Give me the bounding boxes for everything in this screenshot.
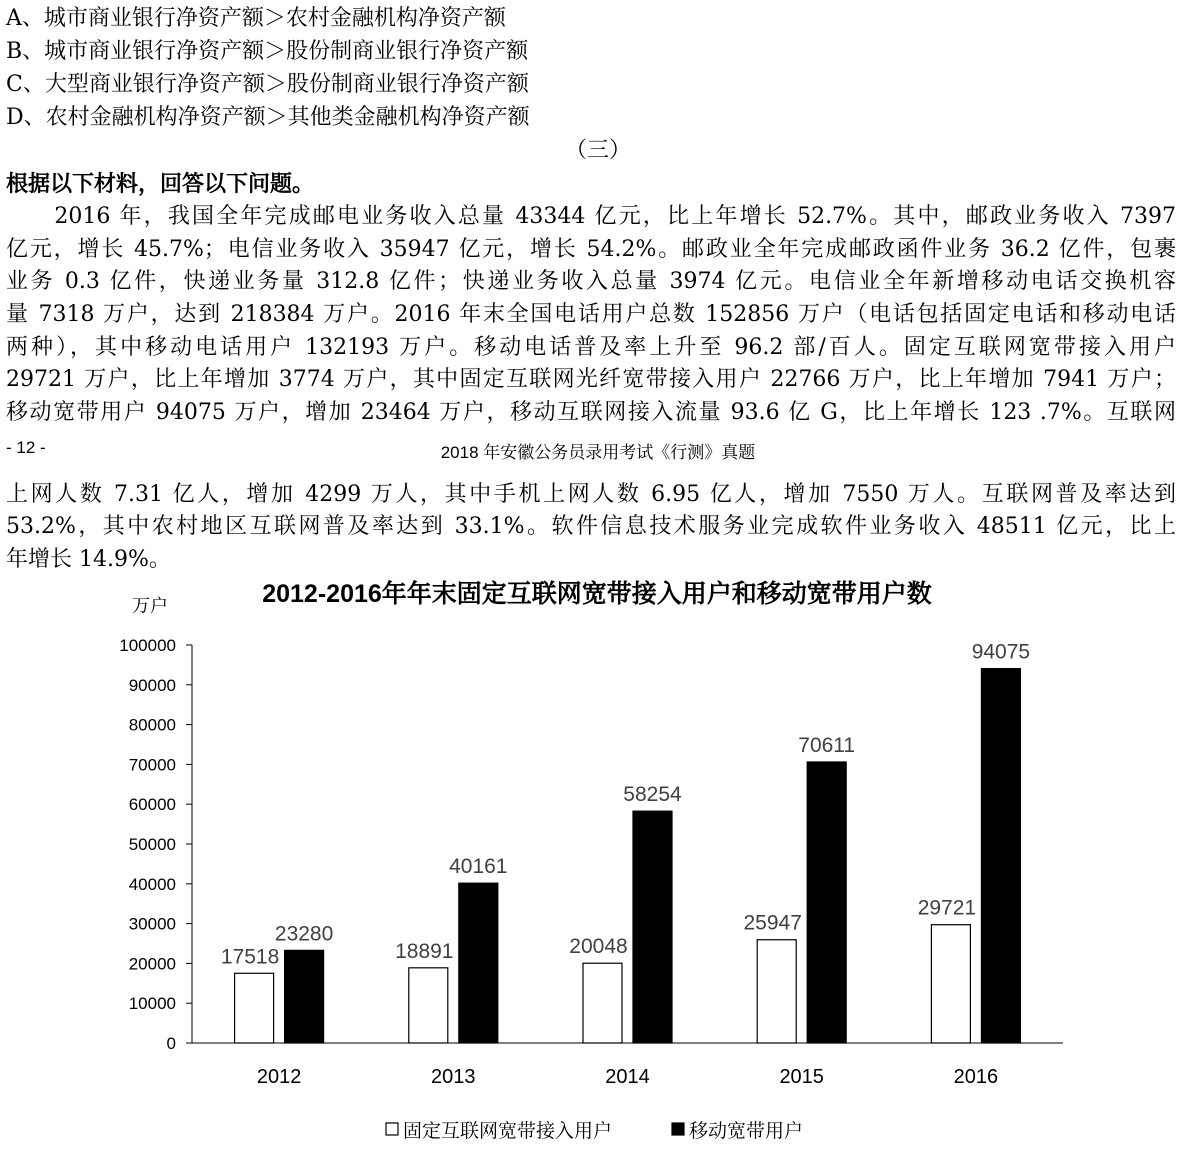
x-tick-label: 2013 xyxy=(431,1066,476,1088)
y-tick-label: 40000 xyxy=(128,874,176,894)
x-tick-label: 2012 xyxy=(256,1066,302,1088)
page-number: - 12 - xyxy=(6,438,46,457)
bar-fixed-broadband xyxy=(583,963,622,1043)
y-tick-label: 30000 xyxy=(128,914,176,934)
instruction-heading: 根据以下材料，回答以下问题。 xyxy=(6,172,315,197)
y-tick-label: 100000 xyxy=(119,636,176,655)
y-tick-label: 90000 xyxy=(128,675,176,695)
footer-title: 2018 年安徽公务员录用考试《行测》真题 xyxy=(440,443,756,462)
legend-swatch-mobile xyxy=(672,1123,684,1135)
bar-fixed-broadband xyxy=(931,925,970,1043)
paragraph-line: 亿元，增长 45.7%；电信业务收入 35947 亿元，增长 54.2%。邮政业全年完成邮政函件业务 36.2 亿件，包裹 xyxy=(6,237,1176,262)
bar-mobile-broadband xyxy=(459,883,498,1043)
x-axis xyxy=(192,1043,1063,1088)
bar-mobile-broadband xyxy=(807,762,846,1043)
paragraph-line: 移动宽带用户 94075 万户，增加 23464 万户，移动互联网接入流量 93.6 亿 G，比上年增长 123 .7%。互联网 xyxy=(6,400,1176,425)
paragraph-line: 上网人数 7.31 亿人，增加 4299 万人，其中手机上网人数 6.95 亿人，增加 7550 万人。互联网普及率达到 xyxy=(6,482,1176,507)
legend-swatch-fixed xyxy=(386,1123,398,1135)
bar-fixed-broadband xyxy=(235,973,274,1043)
section-label: （三） xyxy=(564,138,631,163)
chart-title: 2012-2016年年末固定互联网宽带接入用户和移动宽带用户数 xyxy=(262,580,932,608)
bar-mobile-broadband xyxy=(981,669,1020,1043)
y-axis xyxy=(119,636,192,1053)
option-b: B、城市商业银行净资产额＞股份制商业银行净资产额 xyxy=(6,39,529,64)
option-d: D、农村金融机构净资产额＞其他类金融机构净资产额 xyxy=(6,105,530,130)
y-tick-label: 10000 xyxy=(128,994,176,1014)
x-tick-label: 2014 xyxy=(605,1066,650,1088)
paragraph-line: 53.2%，其中农村地区互联网普及率达到 33.1%。软件信息技术服务业完成软件业务收入 48511 亿元，比上 xyxy=(6,514,1176,539)
data-label: 70611 xyxy=(798,733,856,757)
data-label: 20048 xyxy=(569,935,628,959)
legend-label-fixed: 固定互联网宽带接入用户 xyxy=(403,1121,613,1142)
paragraph-line: 年增长 14.9%。 xyxy=(6,547,171,572)
data-label: 17518 xyxy=(220,945,280,969)
legend xyxy=(386,1120,803,1142)
option-a: A、城市商业银行净资产额＞农村金融机构净资产额 xyxy=(6,6,506,31)
page-footer xyxy=(0,434,1196,460)
paragraph-line: 量 7318 万户，达到 218384 万户。2016 年末全国电话用户总数 152856 万户（电话包括固定电话和移动电话 xyxy=(6,302,1176,327)
bar-chart xyxy=(0,570,1196,1150)
x-tick-label: 2015 xyxy=(779,1066,824,1088)
y-tick-label: 20000 xyxy=(128,954,176,974)
bar-fixed-broadband xyxy=(409,968,448,1043)
y-tick-label: 0 xyxy=(166,1034,176,1053)
y-tick-label: 80000 xyxy=(128,715,176,735)
y-tick-label: 50000 xyxy=(128,835,176,854)
data-label: 18891 xyxy=(395,939,454,963)
data-label: 23280 xyxy=(274,922,334,946)
y-tick-label: 70000 xyxy=(128,755,176,775)
paragraph-line: 业务 0.3 亿件，快递业务量 312.8 亿件；快递业务收入总量 3974 亿元。电信业全年新增移动电话交换机容 xyxy=(6,269,1176,294)
data-label: 25947 xyxy=(743,911,802,935)
paragraph-line: 29721 万户，比上年增加 3774 万户，其中固定互联网光纤宽带接入用户 22766 万户，比上年增加 7941 万户； xyxy=(6,367,1176,392)
data-label: 40161 xyxy=(449,855,508,879)
y-tick-label: 60000 xyxy=(128,795,176,815)
data-label: 94075 xyxy=(971,640,1031,664)
bar-mobile-broadband xyxy=(285,950,324,1043)
data-label: 58254 xyxy=(623,783,682,807)
legend-label-mobile: 移动宽带用户 xyxy=(689,1121,804,1142)
bars xyxy=(221,641,1030,1043)
data-label: 29721 xyxy=(917,896,977,920)
y-axis-label: 万户 xyxy=(132,596,168,616)
paragraph-line: 两种），其中移动电话用户 132193 万户。移动电话普及率上升至 96.2 部/百人。固定互联网宽带接入用户 xyxy=(6,335,1176,360)
option-c: C、大型商业银行净资产额＞股份制商业银行净资产额 xyxy=(6,72,529,97)
bar-fixed-broadband xyxy=(757,940,796,1043)
paragraph-line: 2016 年，我国全年完成邮电业务收入总量 43344 亿元，比上年增长 52.7%。其中，邮政业务收入 7397 xyxy=(6,204,1176,229)
bar-mobile-broadband xyxy=(633,811,672,1043)
x-tick-label: 2016 xyxy=(953,1066,999,1088)
